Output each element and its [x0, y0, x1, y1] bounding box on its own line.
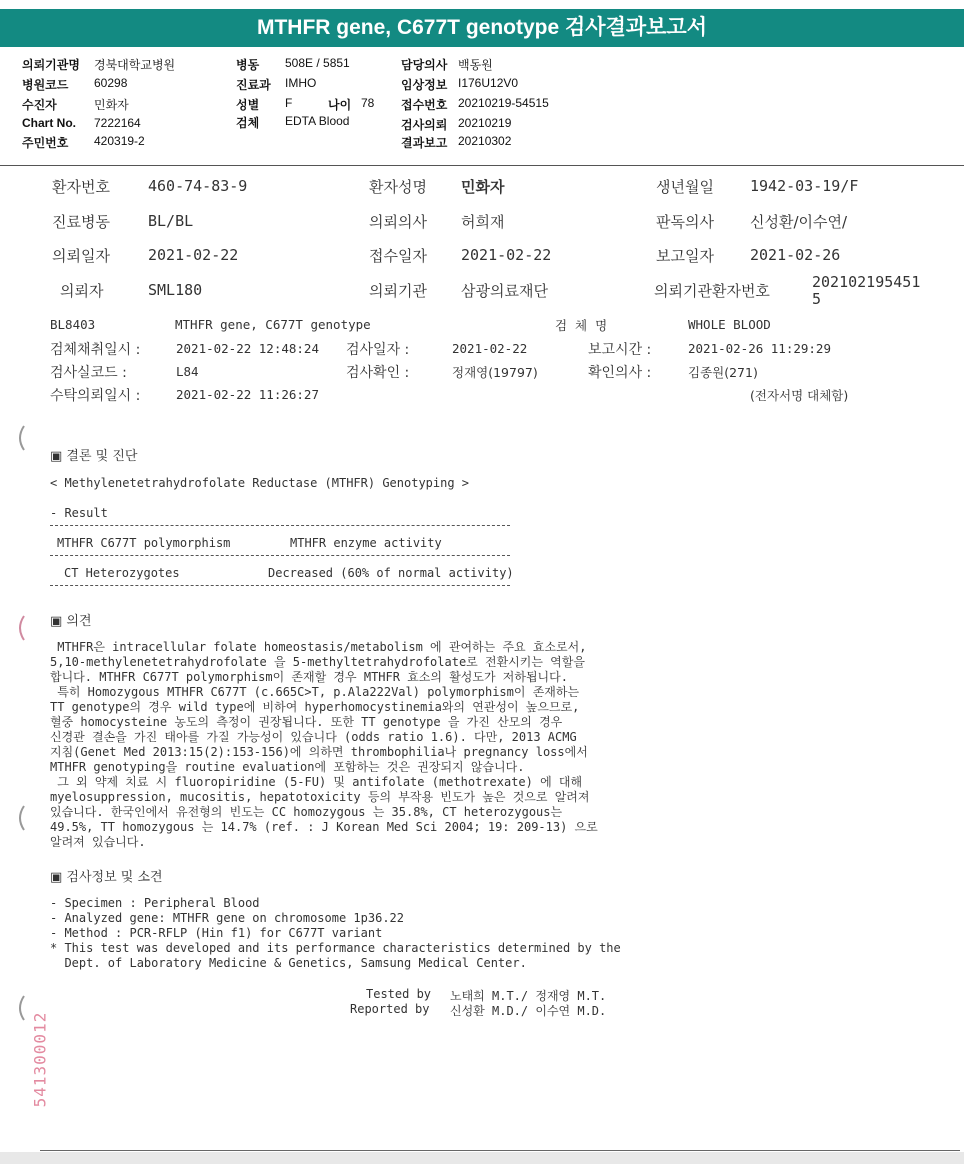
reported-by-value: 신성환 M.D./ 이수연 M.D. — [450, 1004, 607, 1018]
opinion-line: myelosuppression, mucositis, hepatotoxicity 등의 부작용 빈도가 높은 것으로 알려져 — [50, 790, 590, 804]
birthdate-value: 1942-03-19/F — [750, 177, 859, 195]
punch-hole-icon — [14, 424, 26, 452]
institution-patient-no-value-cont: 5 — [812, 290, 822, 308]
patient-no-label: 환자번호 — [52, 178, 110, 196]
confirm-doctor-label: 확인의사 : — [588, 365, 652, 381]
result-col-activity: MTHFR enzyme activity — [290, 536, 442, 550]
hospital-code-value: 60298 — [94, 76, 128, 90]
institution-patient-no-label: 의뢰기관환자번호 — [654, 282, 770, 300]
ward-value-2: BL/BL — [148, 212, 194, 230]
patient-name-value: 민화자 — [461, 178, 505, 196]
requester-value: SML180 — [148, 281, 203, 299]
report-date-label: 보고일자 — [656, 247, 714, 265]
result-divider-bottom — [50, 585, 510, 586]
requesting-institution-value: 삼광의료재단 — [461, 282, 548, 300]
report-title: MTHFR gene, C677T genotype 검사결과보고서 — [0, 9, 964, 47]
clinical-info-label: 임상정보 — [401, 78, 448, 92]
test-info-line: - Analyzed gene: MTHFR gene on chromosome 1p36.22 — [50, 911, 405, 925]
birthdate-label: 생년월일 — [656, 178, 714, 196]
punch-hole-icon — [14, 804, 26, 832]
tested-by-value: 노태희 M.T./ 정재영 M.T. — [450, 989, 607, 1003]
receipt-no-value: 20210219-54515 — [458, 96, 549, 110]
ward-label: 병동 — [236, 58, 260, 72]
report-date-value: 2021-02-26 — [750, 246, 841, 264]
test-code: BL8403 — [50, 317, 96, 332]
opinion-line: 알려져 있습니다. — [50, 835, 146, 849]
test-confirm-label: 검사확인 : — [346, 365, 410, 381]
result-report-label: 결과보고 — [401, 136, 448, 150]
conclusion-heading: ▣ 결론 및 진단 — [50, 449, 138, 464]
test-date-label: 검사일자 : — [346, 342, 410, 358]
clinical-info-value: I176U12V0 — [458, 76, 519, 90]
esign-note: (전자서명 대체함) — [750, 388, 849, 403]
chart-no-label: Chart No. — [22, 116, 76, 130]
bottom-margin — [0, 1152, 964, 1164]
specimen-value: EDTA Blood — [285, 114, 350, 128]
result-label: - Result — [50, 506, 108, 520]
requesting-institution-label: 의뢰기관 — [369, 282, 427, 300]
result-report-value: 20210302 — [458, 134, 512, 148]
result-col-polymorphism: MTHFR C677T polymorphism — [57, 536, 231, 550]
hospital-name-label: 의뢰기관명 — [22, 58, 80, 72]
opinion-line: 49.5%, TT homozygous 는 14.7% (ref. : J Korean Med Sci 2004; 19: 209-13) 으로 — [50, 820, 598, 834]
age-label: 나이 — [328, 98, 352, 112]
opinion-line: 그 외 약제 치료 시 fluoropiridine (5-FU) 및 antifolate (methotrexate) 에 대해 — [50, 775, 583, 789]
test-confirm-value: 정재영(19797) — [452, 365, 538, 380]
referring-doctor-label: 의뢰의사 — [369, 213, 427, 231]
side-serial-text: 541300012 — [30, 1011, 50, 1108]
opinion-line: 혈중 homocysteine 농도의 측정이 권장됩니다. 또한 TT genotype 을 가진 산모의 경우 — [50, 715, 563, 729]
consign-time-value: 2021-02-22 11:26:27 — [176, 387, 319, 402]
test-info-line: * This test was developed and its performance characteristics determined by the — [50, 941, 621, 955]
test-info-line: Dept. of Laboratory Medicine & Genetics, Samsung Medical Center. — [50, 956, 527, 970]
examinee-value: 민화자 — [94, 98, 129, 112]
genotyping-subtitle: < Methylenetetrahydrofolate Reductase (MTHFR) Genotyping > — [50, 476, 470, 490]
lab-code-label: 검사실코드 : — [50, 365, 127, 381]
confirm-doctor-value: 김종원(271) — [688, 365, 758, 380]
side-serial-number — [20, 1010, 60, 1120]
resident-no-value: 420319-2 — [94, 134, 145, 148]
reading-doctor-label: 판독의사 — [656, 213, 714, 231]
sex-value: F — [285, 96, 293, 110]
opinion-line: TT genotype의 경우 wild type에 비하여 hyperhomocystinemia와의 연관성이 높으므로, — [50, 700, 580, 714]
lab-code-value: L84 — [176, 364, 199, 379]
opinion-line: 합니다. MTHFR C677T polymorphism이 존재할 경우 MTHFR 효소의 활성도가 저하됩니다. — [50, 670, 568, 684]
opinion-line: 5,10-methylenetetrahydrofolate 을 5-methyltetrahydrofolate로 전환시키는 역할을 — [50, 655, 585, 669]
examinee-label: 수진자 — [22, 98, 57, 112]
opinion-line: MTHFR genotyping을 routine evaluation에 포함하는 것은 권장되지 않습니다. — [50, 760, 525, 774]
specimen-name-label: 검 체 명 — [555, 318, 610, 333]
department-label: 진료과 — [236, 78, 271, 92]
opinion-heading: ▣ 의견 — [50, 614, 92, 629]
receipt-date-label: 접수일자 — [369, 247, 427, 265]
test-date-value: 2021-02-22 — [452, 341, 528, 356]
chart-no-value: 7222164 — [94, 116, 141, 130]
age-value: 78 — [361, 96, 375, 110]
ward-label-2: 진료병동 — [52, 213, 110, 231]
department-value: IMHO — [285, 76, 317, 90]
header-info-block — [0, 47, 964, 166]
test-name: MTHFR gene, C677T genotype — [175, 317, 371, 332]
referring-doctor-value: 허희재 — [461, 213, 505, 231]
hospital-code-label: 병원코드 — [22, 78, 69, 92]
collection-time-label: 검체채취일시 : — [50, 342, 141, 358]
patient-name-label: 환자성명 — [369, 178, 427, 196]
reading-doctor-value: 신성환/이수연/ — [750, 213, 848, 231]
test-request-label: 검사의뢰 — [401, 118, 448, 132]
specimen-name-value: WHOLE BLOOD — [688, 317, 771, 332]
requester-label: 의뢰자 — [60, 282, 104, 300]
test-request-value: 20210219 — [458, 116, 512, 130]
request-date-label: 의뢰일자 — [52, 247, 110, 265]
report-time-value: 2021-02-26 11:29:29 — [688, 341, 831, 356]
opinion-text — [50, 640, 690, 850]
punch-hole-icon — [14, 614, 26, 642]
bottom-border — [40, 1150, 960, 1151]
tested-by-label: Tested by — [366, 987, 432, 1001]
result-genotype-value: CT Heterozygotes — [64, 566, 180, 580]
test-info-line: - Specimen : Peripheral Blood — [50, 896, 260, 910]
sex-label: 성별 — [236, 98, 260, 112]
collection-time-value: 2021-02-22 12:48:24 — [176, 341, 319, 356]
result-divider-top — [50, 525, 510, 526]
test-info-line: - Method : PCR-RFLP (Hin f1) for C677T variant — [50, 926, 383, 940]
result-activity-value: Decreased (60% of normal activity) — [268, 566, 514, 580]
report-time-label: 보고시간 : — [588, 342, 652, 358]
opinion-line: MTHFR은 intracellular folate homeostasis/metabolism 에 관여하는 주요 효소로서, — [50, 640, 587, 654]
result-divider-mid — [50, 555, 510, 556]
opinion-line: 신경관 결손을 가진 태아를 가질 가능성이 있습니다 (odds ratio 1.6). 다만, 2013 ACMG — [50, 730, 577, 744]
patient-no-value: 460-74-83-9 — [148, 177, 248, 195]
hospital-name-value: 경북대학교병원 — [94, 58, 176, 72]
ward-value: 508E / 5851 — [285, 56, 350, 70]
institution-patient-no-value: 202102195451 — [812, 273, 921, 291]
opinion-line: 지침(Genet Med 2013:15(2):153-156)에 의하면 thrombophilia나 pregnancy loss에서 — [50, 745, 588, 759]
test-info-text — [50, 896, 690, 971]
receipt-no-label: 접수번호 — [401, 98, 448, 112]
opinion-line: 특히 Homozygous MTHFR C677T (c.665C>T, p.Ala222Val) polymorphism이 존재하는 — [50, 685, 580, 699]
reported-by-label: Reported by — [350, 1002, 430, 1016]
attending-doctor-label: 담당의사 — [401, 58, 448, 72]
request-date-value: 2021-02-22 — [148, 246, 239, 264]
attending-doctor-value: 백동원 — [458, 58, 493, 72]
specimen-label: 검체 — [236, 116, 260, 130]
receipt-date-value: 2021-02-22 — [461, 246, 552, 264]
opinion-line: 있습니다. 한국인에서 유전형의 빈도는 CC homozygous 는 35.8%, CT heterozygous는 — [50, 805, 563, 819]
consign-time-label: 수탁의뢰일시 : — [50, 388, 141, 404]
test-info-heading: ▣ 검사정보 및 소견 — [50, 870, 163, 885]
resident-no-label: 주민번호 — [22, 136, 69, 150]
